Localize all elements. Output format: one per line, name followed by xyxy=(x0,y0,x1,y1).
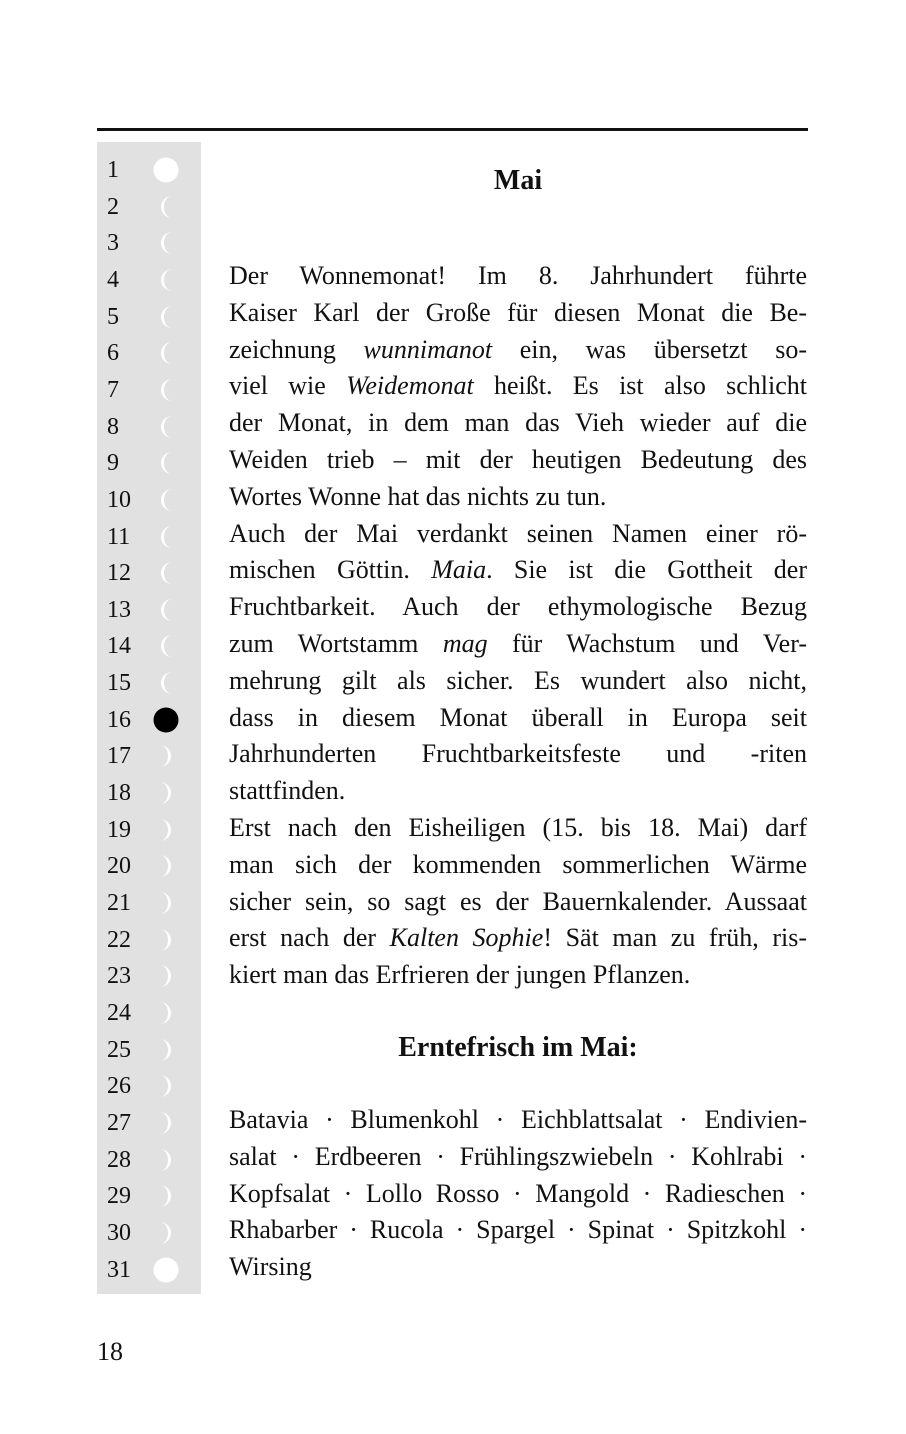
calendar-day-row xyxy=(97,775,201,811)
full-moon-icon xyxy=(153,1257,179,1283)
calendar-day-row xyxy=(97,519,201,555)
waning-moon-icon xyxy=(153,340,179,366)
text-line xyxy=(229,552,807,589)
day-number: 1 xyxy=(107,157,119,183)
text-line xyxy=(229,626,807,663)
waning-moon-icon xyxy=(153,267,179,293)
harvest-list xyxy=(229,1102,807,1286)
calendar-day-row xyxy=(97,1032,201,1068)
harvest-heading: Erntefrisch im Mai: xyxy=(398,1032,638,1063)
text-segment: zeichnung xyxy=(229,334,364,364)
waning-moon-icon xyxy=(153,633,179,659)
calendar-day-row xyxy=(97,1252,201,1288)
waxing-moon-icon xyxy=(153,780,179,806)
calendar-day-row xyxy=(97,189,201,225)
day-number: 23 xyxy=(107,963,131,990)
intro-text xyxy=(229,258,807,994)
text-line xyxy=(229,700,807,737)
day-number: 26 xyxy=(107,1073,131,1100)
waning-moon-icon xyxy=(153,230,179,256)
calendar-day-row xyxy=(97,848,201,884)
day-number: 6 xyxy=(107,340,119,367)
text-line xyxy=(229,589,807,626)
text-line xyxy=(229,810,807,847)
calendar-day-row xyxy=(97,702,201,738)
text-segment: heißt. Es ist also schlicht xyxy=(473,371,807,401)
emphasized-term: Maia xyxy=(431,555,487,585)
text-segment: Kopfsalat · Lollo Rosso · Mangold · Radieschen · xyxy=(229,1178,807,1208)
waxing-moon-icon xyxy=(153,817,179,843)
day-number: 17 xyxy=(107,743,131,770)
calendar-day-row xyxy=(97,335,201,371)
text-segment: Der Wonnemonat! Im 8. Jahrhundert führte xyxy=(229,261,807,290)
page-title: Mai xyxy=(493,165,543,196)
calendar-day-row xyxy=(97,1142,201,1178)
page-number: 18 xyxy=(97,1337,123,1366)
calendar-day-row xyxy=(97,665,201,701)
emphasized-term: Weidemonat xyxy=(346,371,474,401)
day-number: 29 xyxy=(107,1183,131,1210)
text-line xyxy=(229,258,807,295)
emphasized-term: mag xyxy=(442,628,488,658)
day-number: 8 xyxy=(107,413,119,440)
text-segment: Fruchtbarkeit. Auch der ethymologische Bezug xyxy=(229,592,807,622)
day-number: 7 xyxy=(107,376,119,403)
text-segment: ! Sät man zu früh, ris- xyxy=(543,923,807,953)
waning-moon-icon xyxy=(153,597,179,623)
text-line xyxy=(229,405,807,442)
text-segment: Erst nach den Eisheiligen (15. bis 18. Mai) darf xyxy=(229,812,807,842)
calendar-day-row xyxy=(97,922,201,958)
day-number: 2 xyxy=(107,193,119,220)
text-line xyxy=(229,663,807,700)
text-line xyxy=(229,516,807,553)
day-number: 14 xyxy=(107,633,131,660)
waxing-moon-icon xyxy=(153,1220,179,1246)
waxing-moon-icon xyxy=(153,1073,179,1099)
day-number: 4 xyxy=(107,266,119,293)
waxing-moon-icon xyxy=(153,890,179,916)
waxing-moon-icon xyxy=(153,1037,179,1063)
waxing-moon-icon xyxy=(153,1110,179,1136)
day-number: 9 xyxy=(107,450,119,477)
text-line xyxy=(229,442,807,479)
text-segment: ein, was übersetzt so- xyxy=(492,334,807,364)
day-number: 15 xyxy=(107,670,131,697)
text-line xyxy=(229,884,807,921)
day-number: 11 xyxy=(107,523,131,550)
text-line xyxy=(229,1212,807,1249)
calendar-day-row xyxy=(97,628,201,664)
calendar-day-row xyxy=(97,958,201,994)
day-number: 27 xyxy=(107,1109,131,1136)
waning-moon-icon xyxy=(153,450,179,476)
text-line xyxy=(229,1249,807,1286)
text-segment: salat · Erdbeeren · Frühlingszwiebeln · Kohlrabi · xyxy=(229,1141,807,1171)
text-segment: dass in diesem Monat überall in Europa seit xyxy=(229,702,807,732)
day-number: 13 xyxy=(107,596,131,623)
day-number: 24 xyxy=(107,999,131,1026)
calendar-day-row xyxy=(97,1178,201,1214)
day-number: 3 xyxy=(107,230,119,257)
text-segment: Auch der Mai verdankt seinen Namen einer rö- xyxy=(229,518,807,548)
month-title-block xyxy=(229,165,807,197)
harvest-heading-block xyxy=(229,1032,807,1064)
waning-moon-icon xyxy=(153,524,179,550)
waxing-moon-icon xyxy=(153,963,179,989)
text-segment: erst nach der xyxy=(229,923,390,953)
day-number: 21 xyxy=(107,890,131,916)
calendar-day-row xyxy=(97,482,201,518)
calendar-day-row xyxy=(97,262,201,298)
text-line xyxy=(229,773,807,810)
text-segment: Wirsing xyxy=(229,1252,312,1282)
day-number: 25 xyxy=(107,1036,131,1063)
text-line xyxy=(229,1139,807,1176)
text-line xyxy=(229,847,807,884)
emphasized-term: Kalten Sophie xyxy=(389,923,544,953)
waning-moon-icon xyxy=(153,414,179,440)
waning-moon-icon xyxy=(153,487,179,513)
day-number: 31 xyxy=(107,1256,131,1283)
calendar-strip xyxy=(97,142,201,1294)
calendar-day-row xyxy=(97,555,201,591)
calendar-day-row xyxy=(97,738,201,774)
day-number: 16 xyxy=(107,706,131,733)
text-segment: stattfinden. xyxy=(229,776,346,806)
day-number: 22 xyxy=(107,926,131,953)
waxing-moon-icon xyxy=(153,743,179,769)
calendar-day-row xyxy=(97,812,201,848)
waning-moon-icon xyxy=(153,194,179,220)
text-line xyxy=(229,920,807,957)
calendar-day-row xyxy=(97,995,201,1031)
text-line xyxy=(229,332,807,369)
text-segment: Batavia · Blumenkohl · Eichblattsalat · Endivien- xyxy=(229,1105,807,1134)
calendar-day-row xyxy=(97,1105,201,1141)
text-segment: Wortes Wonne hat das nichts zu tun. xyxy=(229,481,607,511)
calendar-day-row xyxy=(97,225,201,261)
text-segment: viel wie xyxy=(229,371,347,401)
text-line xyxy=(229,1102,807,1139)
new-moon-icon xyxy=(153,707,179,733)
text-segment: . Sie ist die Gottheit der xyxy=(486,555,808,585)
day-number: 18 xyxy=(107,780,131,807)
text-segment: für Wachstum und Ver- xyxy=(487,628,807,658)
waxing-moon-icon xyxy=(153,1147,179,1173)
top-rule xyxy=(97,128,808,131)
text-segment: sicher sein, so sagt es der Bauernkalender. Aussaat xyxy=(229,886,807,916)
text-segment: mischen Göttin. xyxy=(229,555,432,585)
text-line xyxy=(229,736,807,773)
calendar-day-row xyxy=(97,1215,201,1251)
text-segment: Jahrhunderten Fruchtbarkeitsfeste und -riten xyxy=(229,739,807,769)
day-number: 5 xyxy=(107,303,119,330)
waxing-moon-icon xyxy=(153,853,179,879)
calendar-day-row xyxy=(97,152,201,188)
text-line xyxy=(229,295,807,332)
waning-moon-icon xyxy=(153,670,179,696)
full-moon-icon xyxy=(153,157,179,183)
waning-moon-icon xyxy=(153,377,179,403)
waning-moon-icon xyxy=(153,304,179,330)
text-line xyxy=(229,1176,807,1213)
calendar-day-row xyxy=(97,885,201,921)
day-number: 10 xyxy=(107,486,131,513)
text-segment: der Monat, in dem man das Vieh wieder auf die xyxy=(229,408,807,438)
calendar-day-row xyxy=(97,299,201,335)
calendar-day-row xyxy=(97,1068,201,1104)
text-segment: Rhabarber · Rucola · Spargel · Spinat · Spitzkohl · xyxy=(229,1215,807,1245)
calendar-day-row xyxy=(97,409,201,445)
emphasized-term: wunnimanot xyxy=(363,334,493,364)
text-line xyxy=(229,957,807,994)
day-number: 12 xyxy=(107,560,131,587)
text-segment: zum Wortstamm xyxy=(229,628,443,658)
text-segment: mehrung gilt als sicher. Es wundert also nicht, xyxy=(229,665,807,695)
waxing-moon-icon xyxy=(153,1183,179,1209)
text-segment: man sich der kommenden sommerlichen Wärme xyxy=(229,849,807,879)
text-segment: Weiden trieb – mit der heutigen Bedeutung des xyxy=(229,444,807,474)
day-number: 20 xyxy=(107,853,131,880)
day-number: 19 xyxy=(107,816,131,843)
calendar-day-row xyxy=(97,372,201,408)
waxing-moon-icon xyxy=(153,927,179,953)
text-segment: kiert man das Erfrieren der jungen Pflanzen. xyxy=(229,960,691,990)
calendar-day-row xyxy=(97,592,201,628)
waning-moon-icon xyxy=(153,560,179,586)
text-line xyxy=(229,479,807,516)
waxing-moon-icon xyxy=(153,1000,179,1026)
text-segment: Kaiser Karl der Große für diesen Monat die Be- xyxy=(229,297,807,327)
day-number: 28 xyxy=(107,1146,131,1173)
calendar-day-row xyxy=(97,445,201,481)
text-line xyxy=(229,368,807,405)
day-number: 30 xyxy=(107,1219,131,1246)
